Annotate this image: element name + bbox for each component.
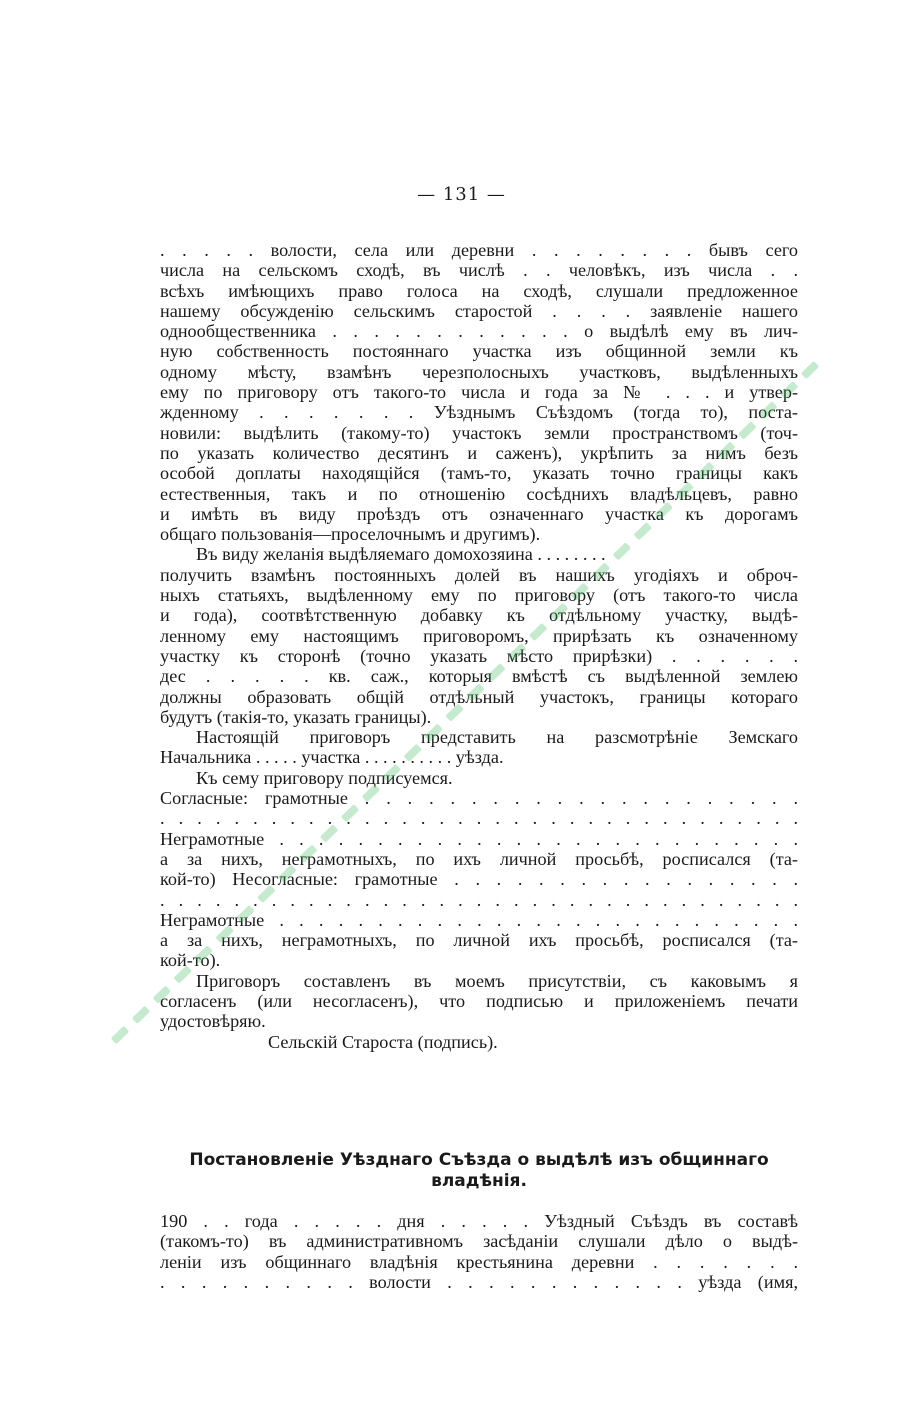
text-line: особой доплаты находящійся (тамъ-то, указать точно границы какъ: [160, 463, 798, 484]
text-line: Настоящій приговоръ представить на разсмотрѣніе Земскаго: [196, 727, 798, 748]
text-line: будутъ (такія-то, указать границы).: [160, 706, 432, 727]
text-line: ныхъ статьяхъ, выдѣленному ему по приговору (отъ такого-то числа: [160, 585, 798, 606]
text-line: леніи изъ общиннаго владѣнія крестьянина деревни . . . . . . .: [160, 1251, 798, 1272]
text-line: ему по приговору отъ такого-то числа и года за № . . . и утвер-: [160, 382, 798, 403]
text-line: естественныя, такъ и по отношенію сосѣднихъ владѣльцевъ, равно: [160, 483, 798, 504]
text-line: Начальника . . . . . участка . . . . . . . . . . уѣзда.: [160, 747, 504, 768]
text-line: согласенъ (или несогласенъ), что подписью и приложеніемъ печати: [160, 990, 798, 1011]
text-line: Неграмотные . . . . . . . . . . . . . . . . . . . . . . . . . . .: [160, 909, 798, 930]
watermark-mark: [132, 1006, 151, 1024]
text-line: получить взамѣнъ постоянныхъ долей въ нашихъ угодіяхъ и оброч-: [160, 564, 798, 585]
text-line: а за нихъ, неграмотныхъ, по ихъ личной просьбѣ, росписался (та-: [160, 848, 798, 869]
text-line: а за нихъ, неграмотныхъ, по личной ихъ просьбѣ, росписался (та-: [160, 930, 798, 951]
text-line: кой-то).: [160, 950, 221, 971]
watermark-mark: [111, 1026, 130, 1044]
text-line: нашему обсужденію сельскимъ старостой . . . . заявленіе нашего: [160, 300, 798, 321]
text-line: Неграмотные . . . . . . . . . . . . . . . . . . . . . . . . . . .: [160, 828, 798, 849]
text-line: . . . . . . . . . . волости . . . . . . . . . . . . уѣзда (имя,: [160, 1271, 798, 1292]
heading-line: Постановленіе Уѣзднаго Съѣзда о выдѣлѣ изъ общиннаго: [189, 1150, 769, 1170]
text-line: общаго пользованія—проселочнымъ и другимъ).: [160, 524, 541, 545]
section-heading: [160, 1150, 798, 1192]
text-line: однообщественника . . . . . . . . . . . . о выдѣлѣ ему въ лич-: [160, 321, 798, 342]
text-line: ную собственность постояннаго участка изъ общинной земли къ: [160, 341, 798, 362]
text-line: одному мѣсту, взамѣнъ черезполосныхъ участковъ, выдѣленныхъ: [160, 361, 798, 382]
heading-line: владѣнія.: [431, 1171, 527, 1191]
text-line: Согласные: грамотные . . . . . . . . . . . . . . . . . . . . .: [160, 788, 798, 809]
text-line: Въ виду желанія выдѣляемаго домохозяина . . . . . . . .: [196, 544, 606, 565]
text-line: удостовѣряю.: [160, 1011, 266, 1032]
text-line: всѣхъ имѣющихъ право голоса на сходѣ, слушали предложенное: [160, 280, 798, 301]
text-line: . . . . . . . . . . . . . . . . . . . . . . . . . . . . . . . . . . .: [160, 889, 798, 910]
text-line: и года), соотвѣтственную добавку къ отдѣльному участку, выдѣ-: [160, 605, 798, 626]
text-line: жденному . . . . . . . Уѣзднымъ Съѣздомъ (тогда то), поста-: [160, 402, 798, 423]
text-line: Сельскій Староста (подпись).: [268, 1031, 498, 1052]
text-line: по указать количество десятинъ и саженъ), укрѣпить за нимъ безъ: [160, 442, 798, 463]
text-line: Къ сему приговору подписуемся.: [196, 767, 453, 788]
text-line: Приговоръ составленъ въ моемъ присутствіи, съ каковымъ я: [196, 970, 798, 991]
body-text: [160, 240, 798, 1052]
bottom-text: [160, 1211, 798, 1292]
text-line: . . . . . . . . . . . . . . . . . . . . . . . . . . . . . . . . . . .: [160, 808, 798, 829]
text-line: должны образовать общій отдѣльный участокъ, границы котораго: [160, 686, 798, 707]
text-line: (такомъ-то) въ административномъ засѣданіи слушали дѣло о выдѣ-: [160, 1231, 798, 1252]
text-line: участку къ сторонѣ (точно указать мѣсто прирѣзки) . . . . . .: [160, 645, 798, 666]
text-line: и имѣть въ виду проѣздъ отъ означеннаго участка къ дорогамъ: [160, 503, 798, 524]
text-line: ленному ему настоящимъ приговоромъ, прирѣзать къ означенному: [160, 625, 798, 646]
text-line: числа на сельскомъ сходѣ, въ числѣ . . человѣкъ, изъ числа . .: [160, 260, 798, 281]
page-number: — 131 —: [417, 184, 506, 205]
text-line: . . . . . волости, села или деревни . . . . . . . . бывъ сего: [160, 240, 798, 260]
text-line: 190 . . года . . . . . дня . . . . . Уѣздный Съѣздъ въ составѣ: [160, 1211, 798, 1231]
watermark-mark: [801, 361, 820, 379]
text-line: новили: выдѣлить (такому-то) участокъ земли пространствомъ (точ-: [160, 422, 798, 443]
text-line: кой-то) Несогласные: грамотные . . . . . . . . . . . . . . . . .: [160, 869, 798, 890]
text-line: дес . . . . . кв. саж., которыя вмѣстѣ съ выдѣленной землею: [160, 666, 798, 687]
